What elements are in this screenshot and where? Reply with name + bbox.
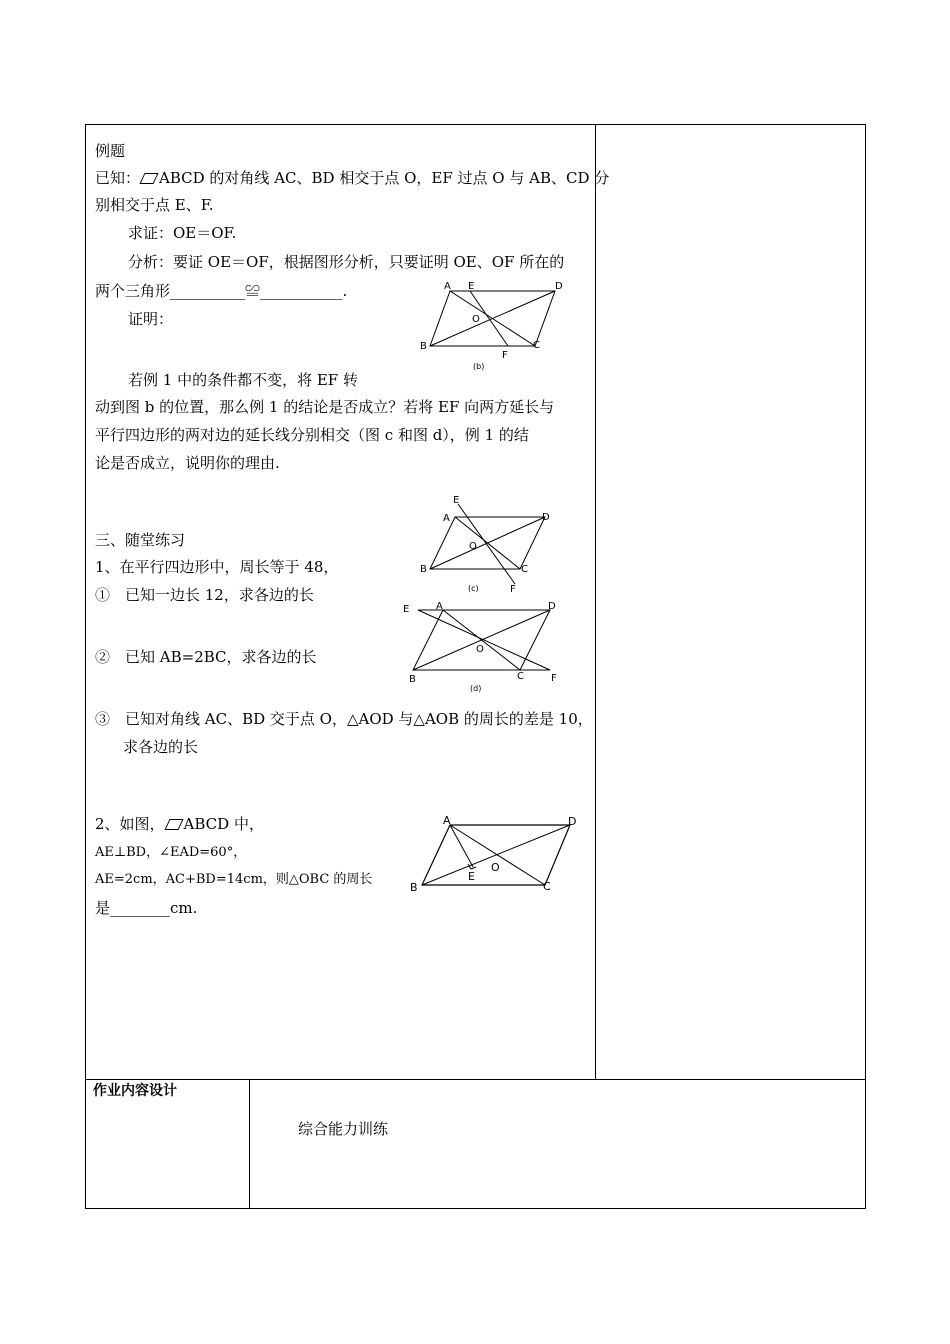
practice-heading: 三、随堂练习 <box>95 531 186 549</box>
fig-d-label-a: A <box>436 601 443 612</box>
fig-d-label-d: D <box>548 601 556 612</box>
fig-q2-label-d: D <box>568 815 577 828</box>
fig-c-label-c: C <box>521 564 528 575</box>
fig-c-label-f: F <box>510 584 516 595</box>
parallelogram-icon <box>139 173 158 184</box>
followup-line2: 动到图 b 的位置，那么例 1 的结论是否成立？若将 EF 向两方延长与 <box>95 398 555 416</box>
given-line1 <box>95 168 609 188</box>
fig-d-label-f: F <box>551 673 557 684</box>
practice-q2-line3: AE=2cm，AC+BD=14cm，则△OBC 的周长 <box>95 872 373 887</box>
fig-c-label-b: B <box>420 564 427 575</box>
followup-line3: 平行四边形的两对边的延长线分别相交（图 c 和图 d），例 1 的结 <box>95 426 529 444</box>
fig-d-label-e: E <box>403 604 410 615</box>
figure-b <box>410 276 575 376</box>
fig-b-label-o: O <box>472 314 480 325</box>
figure-q2 <box>405 810 585 900</box>
given-rest: ABCD 的对角线 AC、BD 相交于点 O，EF 过点 O 与 AB、CD 分 <box>159 169 610 187</box>
column-divider <box>595 124 596 1080</box>
followup-line4: 论是否成立，说明你的理由. <box>95 454 280 472</box>
parallelogram-icon <box>164 819 183 830</box>
fig-d-label-c: C <box>517 671 524 682</box>
figure-d <box>398 598 570 698</box>
fig-d-label-o: O <box>476 644 484 655</box>
fig-d-label-b: B <box>409 674 416 685</box>
fig-c-caption: (c) <box>468 584 479 593</box>
q2-rest: ABCD 中， <box>183 815 264 833</box>
fig-c-label-o: O <box>469 541 477 552</box>
practice-q1: 1、在平行四边形中，周长等于 48， <box>95 558 339 576</box>
fig-q2-label-b: B <box>410 881 418 894</box>
practice-q2-line2: AE⊥BD，∠EAD=60°， <box>95 845 247 860</box>
homework-label: 作业内容设计 <box>93 1083 177 1099</box>
given-prefix: 已知： <box>95 169 141 187</box>
practice-q1a: ① 已知一边长 12，求各边的长 <box>95 586 314 604</box>
fig-d-caption: (d) <box>470 684 482 693</box>
fig-q2-label-o: O <box>491 861 500 874</box>
q2-prefix: 2、如图， <box>95 815 165 833</box>
followup-line1: 若例 1 中的条件都不变，将 EF 转 <box>128 371 358 389</box>
fig-q2-label-e: E <box>468 870 475 883</box>
figure-c <box>410 492 570 597</box>
example-heading: 例题 <box>95 142 126 160</box>
fig-b-label-b: B <box>420 341 427 352</box>
fig-q2-label-a: A <box>443 814 451 827</box>
practice-q1b: ② 已知 AB=2BC，求各边的长 <box>95 648 317 666</box>
fig-c-label-e: E <box>453 495 460 506</box>
practice-q2-line1 <box>95 814 264 834</box>
analysis-line1: 分析：要证 OE＝OF，根据图形分析，只要证明 OE、OF 所在的 <box>128 253 565 271</box>
fig-b-caption: (b) <box>473 362 485 371</box>
fig-c-label-d: D <box>542 512 550 523</box>
practice-q2-line4: 是________cm. <box>95 899 198 917</box>
analysis-line2: 两个三角形__________≌___________. <box>95 282 348 300</box>
practice-q1c-line2: 求各边的长 <box>123 738 199 756</box>
fig-q2-label-c: C <box>543 880 551 893</box>
fig-b-label-f: F <box>502 350 508 361</box>
fig-b-label-a: A <box>444 281 451 292</box>
prove-statement: 求证：OE＝OF. <box>128 224 237 242</box>
fig-b-label-d: D <box>555 281 563 292</box>
practice-q1c-line1: ③ 已知对角线 AC、BD 交于点 O，△AOD 与△AOB 的周长的差是 10， <box>95 710 593 728</box>
homework-content: 综合能力训练 <box>298 1120 389 1138</box>
given-line2: 别相交于点 E、F. <box>95 196 214 214</box>
fig-b-label-e: E <box>468 281 475 292</box>
proof-label: 证明： <box>128 310 174 328</box>
fig-b-label-c: C <box>533 340 540 351</box>
fig-c-label-a: A <box>443 513 450 524</box>
row-divider <box>85 1079 866 1080</box>
homework-divider <box>249 1079 250 1209</box>
